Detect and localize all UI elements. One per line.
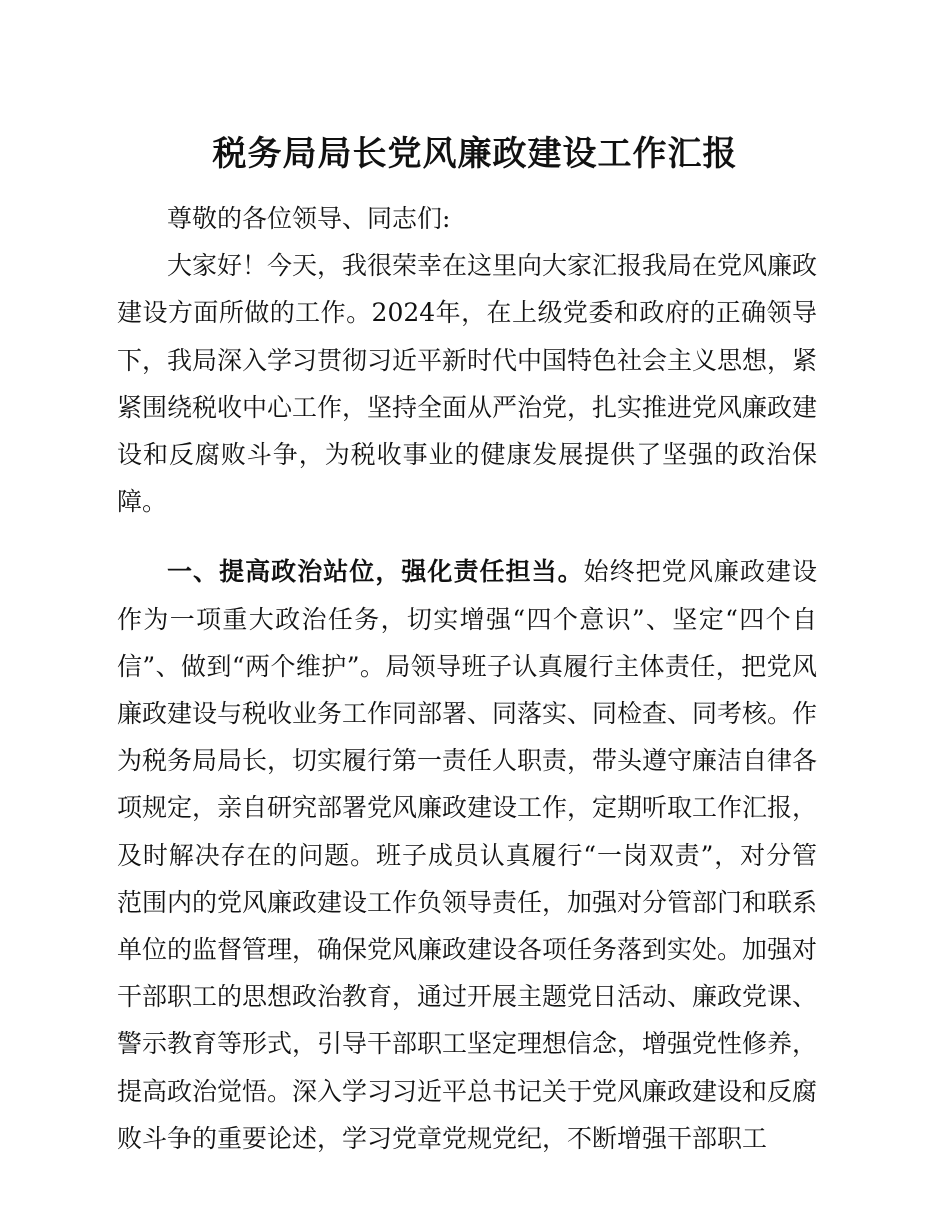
section-1-heading: 一、提高政治站位，强化责任担当。 [167,557,584,587]
section-1-body: 始终把党风廉政建设作为一项重大政治任务，切实增强“四个意识”、坚定“四个自信”、做到“两个维护”。局领导班子认真履行主体责任，把党风廉政建设与税收业务工作同部署、同落实、同检查、同考核。作为税务局局长，切实履行第一责任人职责，带头遵守廉洁自律各项规定，亲自研究部署党风廉政建设工作，定期听取工作汇报，及时解决存在的问题。班子成员认真履行“一岗双责”，对分管范围内的党风廉政建设工作负领导责任，加强对分管部门和联系单位的监督管理，确保党风廉政建设各项任务落到实处。加强对干部职工的思想政治教育，通过开展主题党日活动、廉政党课、警示教育等形式，引导干部职工坚定理想信念，增强党性修养，提高政治觉悟。深入学习习近平总书记关于党风廉政建设和反腐败斗争的重要论述，学习党章党规党纪，不断增强干部职工 [117,557,818,1153]
section-1-paragraph [117,548,817,1162]
paragraph-spacer [117,525,817,548]
document-title: 税务局局长党风廉政建设工作汇报 [212,134,738,174]
document-body [117,195,817,1162]
intro-paragraph: 大家好！今天，我很荣幸在这里向大家汇报我局在党风廉政建设方面所做的工作。2024年，在上级党委和政府的正确领导下，我局深入学习贯彻习近平新时代中国特色社会主义思想，紧紧围绕税收中心工作，坚持全面从严治党，扎实推进党风廉政建设和反腐败斗争，为税收事业的健康发展提供了坚强的政治保障。 [117,251,818,517]
salutation: 尊敬的各位领导、同志们: [167,204,451,233]
